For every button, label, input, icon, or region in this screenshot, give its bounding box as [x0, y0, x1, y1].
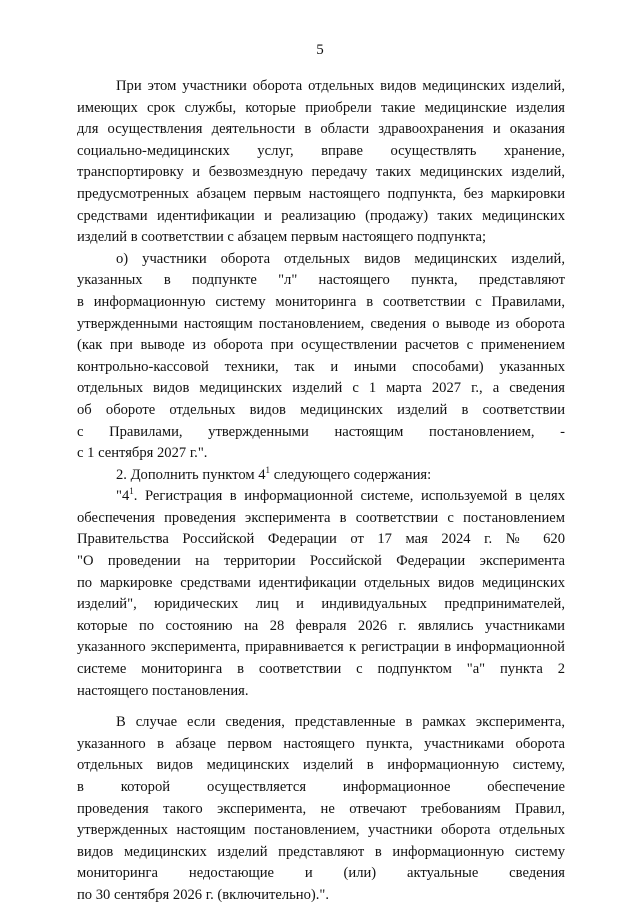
text-fragment: "4: [116, 488, 130, 505]
text-line: о) участники оборота отдельных видов медицинских изделий,: [116, 250, 565, 267]
text-line: настоящего постановления.: [77, 682, 249, 699]
paragraph-subitem-o: [77, 249, 565, 465]
text-line: социально-медицинских услуг, вправе осуществлять хранение,: [77, 142, 565, 159]
text-line: (как при выводе из оборота при осуществлении расчетов с применением: [77, 337, 565, 354]
text-line: об обороте отдельных видов медицинских изделий в соответствии: [77, 401, 565, 418]
text-line: в информационную систему мониторинга в соответствии с Правилами,: [77, 293, 565, 310]
text-line: изделий в соответствии с абзацем первым настоящего подпункта;: [77, 229, 486, 246]
text-line: видов медицинских изделий представляют в информационную систему: [77, 843, 565, 860]
text-fragment: 2. Дополнить пунктом 4: [116, 466, 266, 483]
text-line: указанного эксперимента, приравнивается к регистрации в информационной: [77, 639, 565, 656]
superscript: 1: [265, 464, 271, 475]
text-line: [77, 465, 565, 487]
text-line: по 30 сентября 2026 г. (включительно).".: [77, 886, 330, 903]
text-line: "О проведении на территории Российской Федерации эксперимента: [77, 553, 565, 570]
text-line: проведения такого эксперимента, не отвечают требованиям Правил,: [77, 800, 565, 817]
text-line: утвержденных настоящим постановлением, участники оборота отдельных: [77, 822, 565, 839]
text-line: с Правилами, утвержденными настоящим постановлением, -: [77, 423, 565, 440]
paragraph-spacing: [77, 702, 565, 712]
text-line: для осуществления деятельности в области здравоохранения и оказания: [77, 121, 565, 138]
text-line: мониторинга недостающие и (или) актуальные сведения: [77, 865, 565, 882]
text-line: Правительства Российской Федерации от 17 мая 2024 г. № 620: [77, 531, 565, 548]
page-number: 5: [316, 42, 324, 58]
paragraph-add-item: [77, 465, 565, 487]
text-line: системе мониторинга в соответствии с подпунктом "а" пункта 2: [77, 661, 565, 678]
text-line: отдельных видов медицинских изделий с 1 марта 2027 г., а сведения: [77, 380, 565, 397]
text-line: утвержденными настоящим постановлением, сведения о выводе из оборота: [77, 315, 565, 332]
text-line: изделий", юридических лиц и индивидуальных предпринимателей,: [77, 596, 565, 613]
text-line: которые по состоянию на 28 февраля 2026 г. являлись участниками: [77, 617, 565, 634]
text-line: контрольно-кассовой техники, так и иными способами) указанных: [77, 358, 565, 375]
text-line: по маркировке средствами идентификации отдельных видов медицинских: [77, 574, 565, 591]
text-line: отдельных видов медицинских изделий в информационную систему,: [77, 757, 565, 774]
text-line: в которой осуществляется информационное обеспечение: [77, 779, 565, 795]
text-line: В случае если сведения, представленные в рамках эксперимента,: [116, 714, 565, 731]
text-line: При этом участники оборота отдельных видов медицинских изделий,: [116, 78, 565, 94]
text-line: предусмотренных абзацем первым настоящего подпункта, без маркировки: [77, 185, 565, 202]
paragraph-item-4-1: [77, 486, 565, 702]
text-line: указанных в подпункте "л" настоящего пункта, представляют: [77, 272, 565, 289]
text-fragment: . Регистрация в информационной системе, используемой в целях: [133, 488, 565, 505]
text-line: имеющих срок службы, которые приобрели такие медицинские изделия: [77, 99, 565, 116]
document-body: [77, 76, 565, 907]
superscript: 1: [129, 486, 134, 497]
text-line: средствами идентификации и реализацию (продажу) таких медицинских: [77, 207, 565, 224]
text-line: обеспечения проведения эксперимента в соответствии с постановлением: [77, 509, 565, 526]
text-line: с 1 сентября 2027 г.".: [77, 445, 208, 462]
text-fragment: следующего содержания:: [270, 466, 432, 483]
paragraph-experiment-data: [77, 712, 565, 906]
text-line: указанного в абзаце первом настоящего пункта, участниками оборота: [77, 735, 565, 752]
text-line: транспортировку и безвозмездную передачу таких медицинских изделий,: [77, 164, 565, 181]
paragraph-participants-storage: [77, 76, 565, 249]
text-line: [77, 486, 565, 508]
